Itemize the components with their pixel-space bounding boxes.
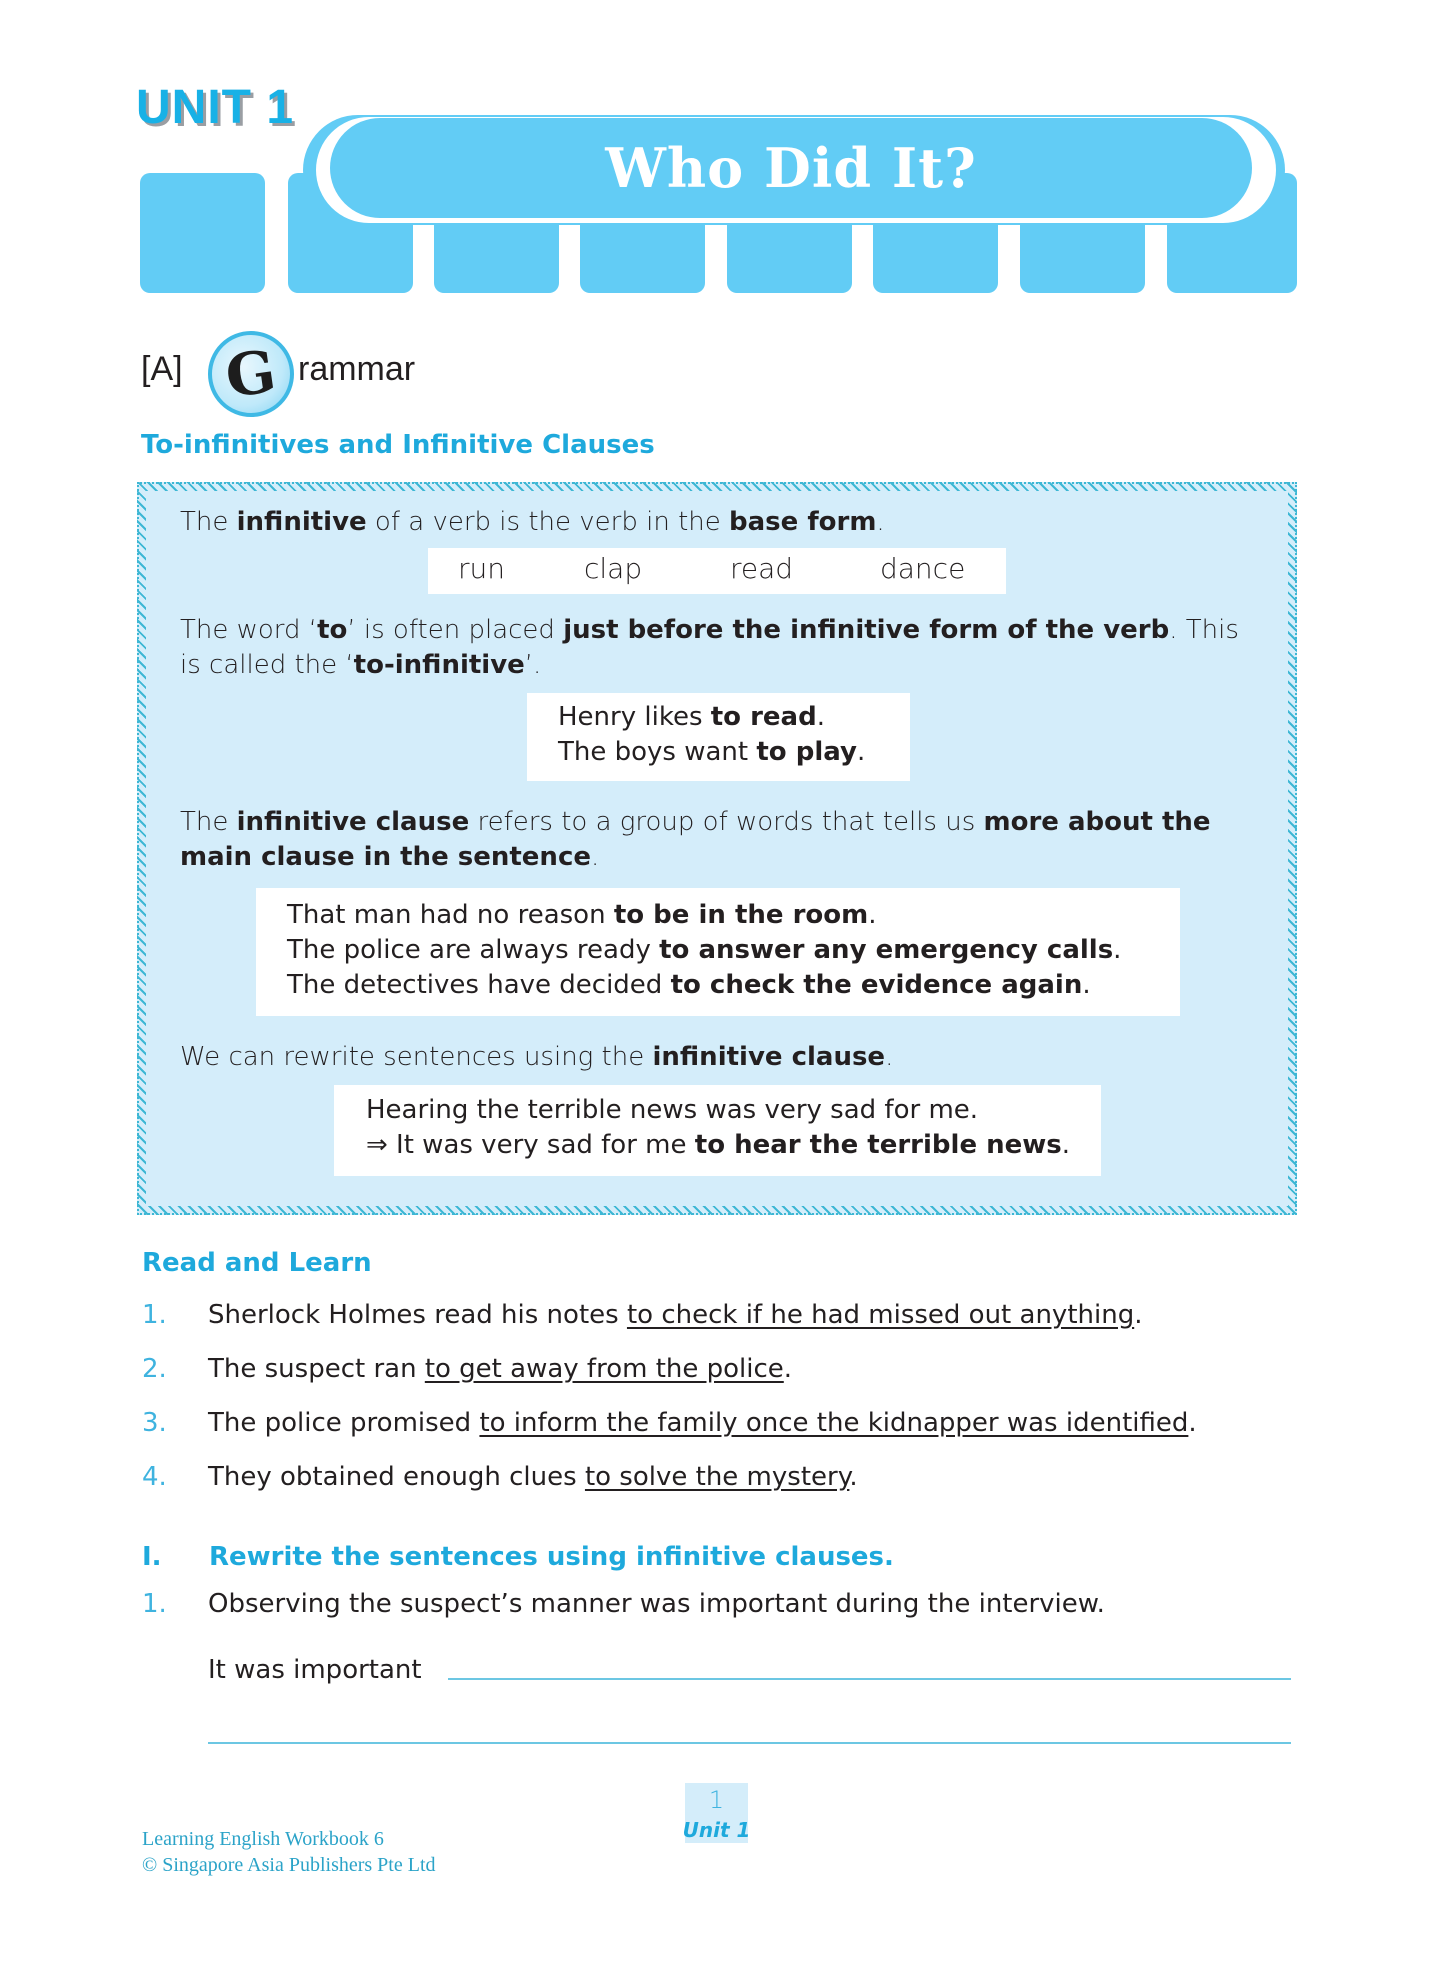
verb-example: clap <box>584 552 643 585</box>
example-sentence: The boys want to play. <box>558 737 866 767</box>
footer-copyright: © Singapore Asia Publishers Pte Ltd <box>142 1854 436 1876</box>
footer-book-title: Learning English Workbook 6 <box>142 1828 384 1850</box>
info-paragraph-1: The infinitive of a verb is the verb in the base form. <box>180 507 885 537</box>
example-sentence: Henry likes to read. <box>558 702 825 732</box>
unit-label: UNIT 1 <box>136 81 295 134</box>
example-sentence: Hearing the terrible news was very sad for me. <box>366 1095 979 1125</box>
page-number: 1 <box>708 1786 725 1814</box>
verb-example: read <box>730 552 794 585</box>
section-heading: rammar <box>298 350 416 388</box>
read-and-learn-heading: Read and Learn <box>142 1248 372 1278</box>
subheading: To-infinitives and Infinitive Clauses <box>141 430 655 460</box>
answer-prefix: It was important <box>208 1655 422 1685</box>
info-paragraph-4: We can rewrite sentences using the infinitive clause. <box>180 1042 894 1072</box>
page-unit-label: Unit 1 <box>682 1818 751 1842</box>
item-number: 1. <box>142 1300 167 1330</box>
question-text: Observing the suspect’s manner was important during the interview. <box>208 1589 1105 1619</box>
example-sentence: That man had no reason to be in the room. <box>287 900 877 930</box>
info-paragraph-3: The infinitive clause refers to a group of words that tells us more about the main clause in the sentence. <box>180 807 1211 872</box>
page-title: Who Did It? <box>605 136 977 200</box>
grammar-badge-icon: G <box>208 331 294 417</box>
read-learn-item: They obtained enough clues to solve the mystery. <box>208 1462 858 1492</box>
example-sentence: The police are always ready to answer any emergency calls. <box>287 935 1122 965</box>
title-banner <box>330 118 1252 218</box>
section-label: [A] <box>141 350 183 388</box>
item-number: 4. <box>142 1462 167 1492</box>
example-sentence: ⇒ It was very sad for me to hear the terrible news. <box>366 1130 1071 1160</box>
read-learn-item: Sherlock Holmes read his notes to check if he had missed out anything. <box>208 1300 1143 1330</box>
read-learn-item: The suspect ran to get away from the police. <box>208 1354 793 1384</box>
answer-line-1[interactable] <box>448 1678 1291 1680</box>
verb-example: run <box>458 552 506 585</box>
exercise-roman: I. <box>142 1542 162 1572</box>
item-number: 2. <box>142 1354 167 1384</box>
question-number: 1. <box>142 1589 167 1619</box>
answer-line-2[interactable] <box>208 1742 1291 1744</box>
item-number: 3. <box>142 1408 167 1438</box>
verb-example: dance <box>880 552 966 585</box>
info-paragraph-2: The word ‘to’ is often placed just before the infinitive form of the verb. This is called the ‘to-infinitive’. <box>180 615 1239 680</box>
read-learn-item: The police promised to inform the family once the kidnapper was identified. <box>208 1408 1197 1438</box>
header-tile <box>140 173 265 293</box>
example-sentence: The detectives have decided to check the evidence again. <box>287 970 1091 1000</box>
exercise-instruction: Rewrite the sentences using infinitive clauses. <box>209 1542 894 1572</box>
